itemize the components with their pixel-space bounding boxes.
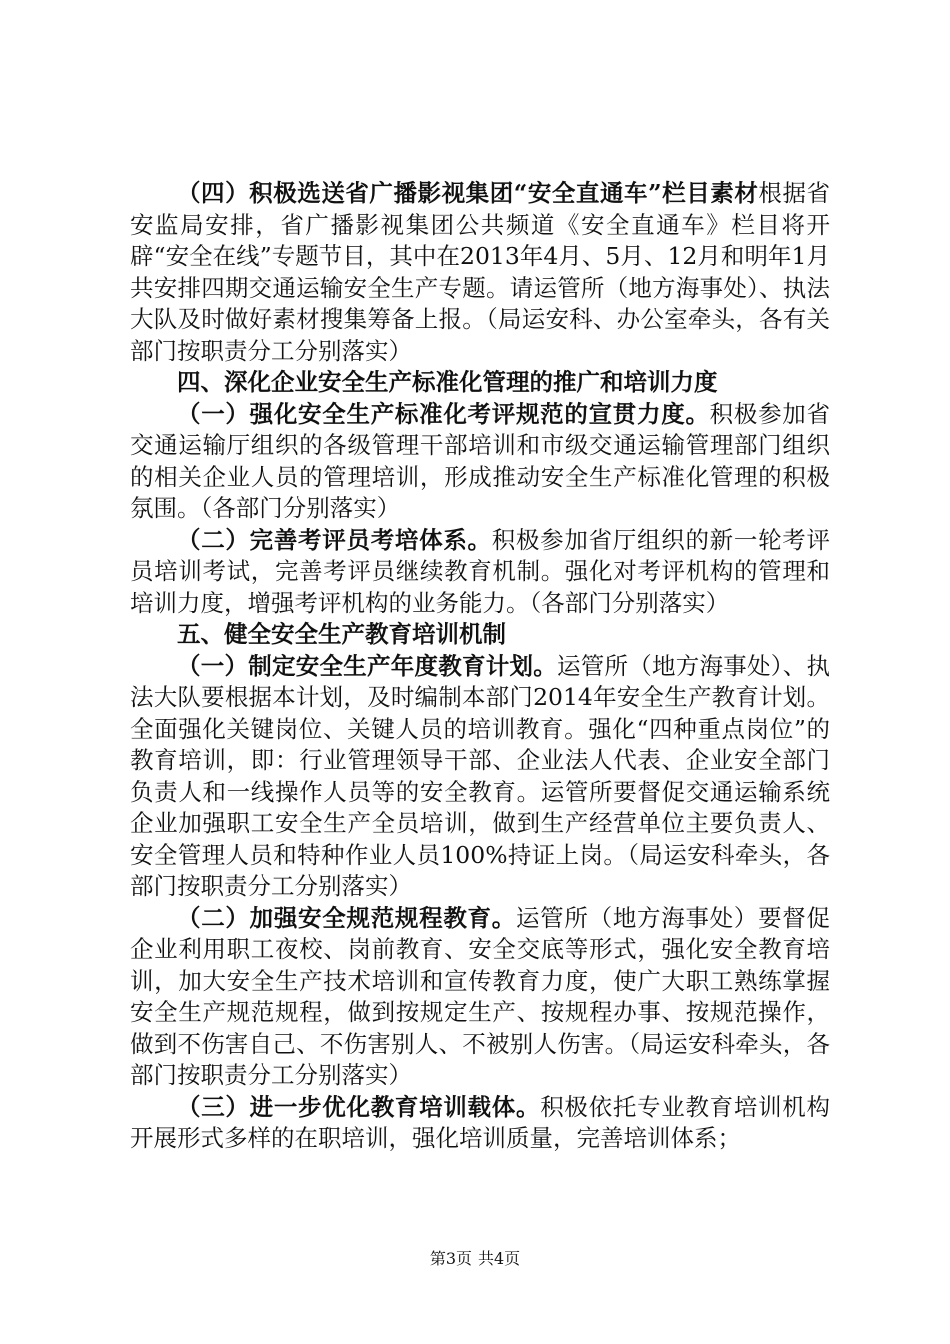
paragraph-lead: （二）完善考评员考培体系。 bbox=[177, 525, 492, 554]
page-total: 共4页 bbox=[478, 1249, 521, 1268]
page-footer bbox=[0, 1246, 950, 1269]
paragraph-text: 积极参加省交通运输厅组织的各级管理干部培训和市级交通运输管理部门组织的相关企业人员的管理培训，形成推动安全生产标准化管理的积极氛围。（各部门分别落实） bbox=[130, 399, 831, 522]
paragraph-lead: （一）制定安全生产年度教育计划。 bbox=[177, 651, 557, 680]
page-number: 第3页 bbox=[429, 1249, 472, 1268]
paragraph-text: 运管所（地方海事处）、执法大队要根据本计划，及时编制本部门2014年安全生产教育计划。全面强化关键岗位、关键人员的培训教育。强化“四种重点岗位”的教育培训，即：行业管理领导干部、企业法人代表、企业安全部门负责人和一线操作人员等的安全教育。运管所要督促交通运输系统企业加强职工安全生产全员培训，做到生产经营单位主要负责人、安全管理人员和特种作业人员100%持证上岗。（局运安科牵头，各部门按职责分工分别落实） bbox=[130, 651, 830, 900]
paragraph-lead: （三）进一步优化教育培训载体。 bbox=[177, 1092, 541, 1121]
paragraph-lead: （四）积极选送省广播影视集团“安全直通车”栏目素材 bbox=[177, 179, 759, 207]
paragraph-lead: （二）加强安全规范规程教育。 bbox=[177, 903, 516, 932]
paragraph-4-1 bbox=[130, 178, 830, 367]
paragraph-5b bbox=[130, 903, 830, 1092]
section-heading-5: 五、健全安全生产教育培训机制 bbox=[177, 620, 506, 648]
paragraph-text: 积极依托专业教育培训机构开展形式多样的在职培训，强化培训质量，完善培训体系； bbox=[130, 1092, 831, 1152]
paragraph-5a bbox=[130, 651, 830, 903]
paragraph-4b bbox=[130, 525, 830, 620]
paragraph-text: 根据省安监局安排，省广播影视集团公共频道《安全直通车》栏目将开辟“安全在线”专题节目，其中在2013年4月、5月、12月和明年1月共安排四期交通运输安全生产专题。请运管所（地方海事处）、执法大队及时做好素材搜集筹备上报。（局运安科、办公室牵头，各有关部门按职责分工分别落实） bbox=[130, 179, 830, 365]
section-heading-4: 四、深化企业安全生产标准化管理的推广和培训力度 bbox=[177, 368, 718, 396]
paragraph-text: 积极参加省厅组织的新一轮考评员培训考试，完善考评员继续教育机制。强化对考评机构的管理和培训力度，增强考评机构的业务能力。（各部门分别落实） bbox=[130, 525, 830, 617]
paragraph-lead: （一）强化安全生产标准化考评规范的宣贯力度。 bbox=[177, 399, 710, 428]
document-body bbox=[130, 178, 830, 1155]
paragraph-4a bbox=[130, 399, 830, 525]
paragraph-5c bbox=[130, 1092, 830, 1155]
paragraph-text: 运管所（地方海事处）要督促企业利用职工夜校、岗前教育、安全交底等形式，强化安全教育培训，加大安全生产技术培训和宣传教育力度，使广大职工熟练掌握安全生产规范规程，做到按规定生产、按规程办事、按规范操作，做到不伤害自己、不伤害别人、不被别人伤害。（局运安科牵头，各部门按职责分工分别落实） bbox=[130, 903, 831, 1089]
